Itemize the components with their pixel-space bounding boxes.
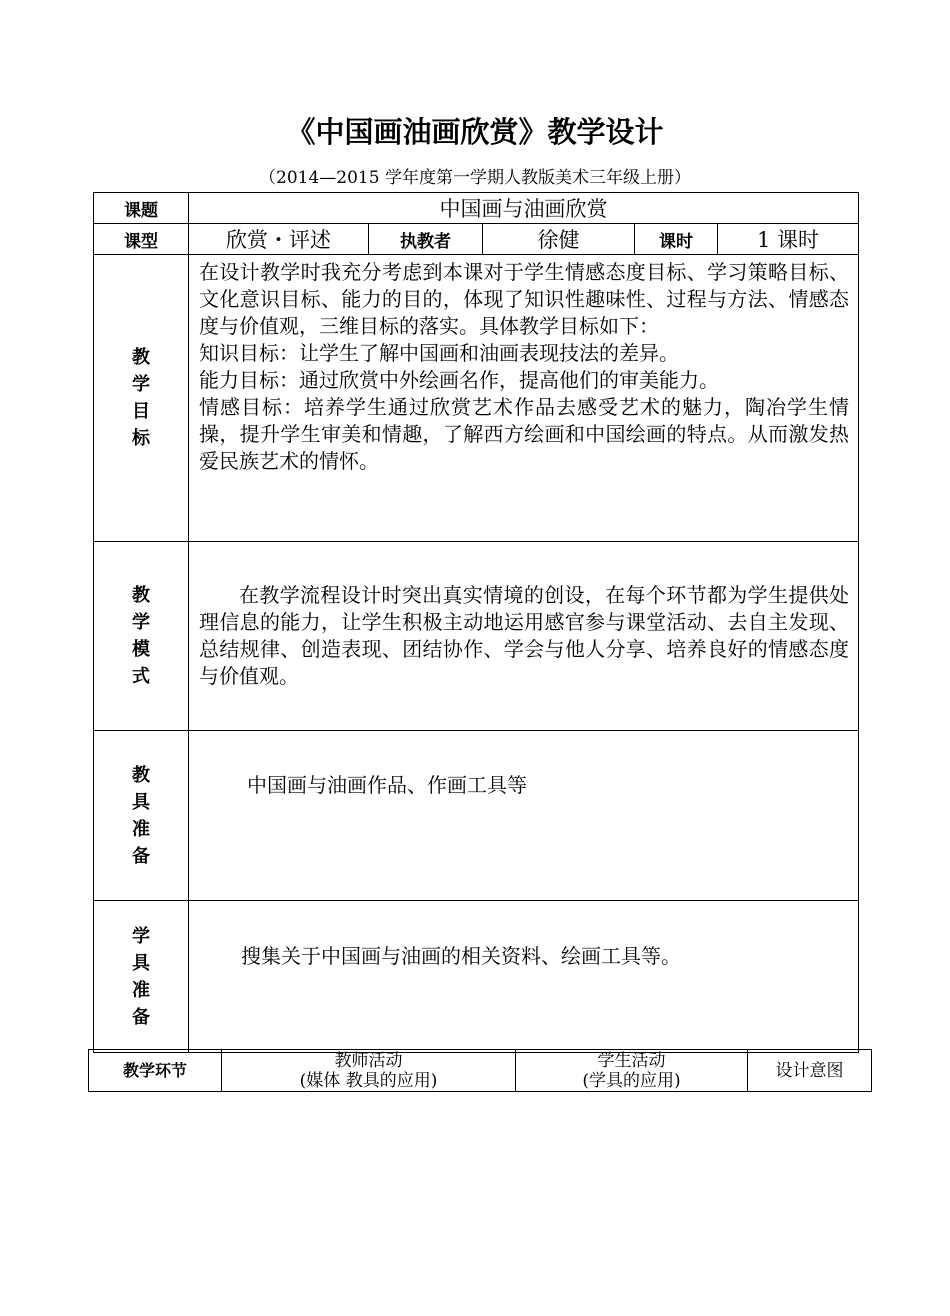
lesson-info-table	[93, 192, 859, 1053]
section-label-learning-aids: 学 具 准 备	[94, 901, 189, 1053]
topic-label: 课题	[94, 193, 189, 224]
objectives-intro: 在设计教学时我充分考虑到本课对于学生情感态度目标、学习策略目标、文化意识目标、能力的目的，体现了知识性趣味性、过程与方法、情感态度与价值观，三维目标的落实。具体教学目标如下：	[199, 260, 850, 338]
teaching-aids-content: 中国画与油画作品、作画工具等	[189, 731, 859, 901]
period-value: 1 课时	[718, 224, 859, 255]
student-activity-header: 学生活动 (学具的应用)	[516, 1050, 748, 1092]
teaching-mode-content: 在教学流程设计时突出真实情境的创设，在每个环节都为学生提供处理信息的能力，让学生积极主动地运用感官参与课堂活动、去自主发现、总结规律、创造表现、团结协作、学会与他人分享、培养良好的情感态度与价值观。	[189, 542, 859, 731]
type-label: 课型	[94, 224, 189, 255]
process-header-row	[89, 1050, 872, 1092]
type-row	[94, 224, 859, 255]
teacher-activity-header: 教师活动 (媒体 教具的应用)	[222, 1050, 516, 1092]
teacher-value: 徐健	[483, 224, 635, 255]
objectives-content	[189, 255, 859, 542]
process-header-table	[88, 1049, 872, 1092]
section-label-objectives: 教 学 目 标	[94, 255, 189, 542]
learning-aids-content: 搜集关于中国画与油画的相关资料、绘画工具等。	[189, 901, 859, 1053]
section-teaching-aids	[94, 731, 859, 901]
period-label: 课时	[635, 224, 718, 255]
emotion-objective: 情感目标：培养学生通过欣赏艺术作品去感受艺术的魅力，陶冶学生情操，提升学生审美和情趣，了解西方绘画和中国绘画的特点。从而激发热爱民族艺术的情怀。	[199, 395, 850, 473]
page-title: 《中国画油画欣赏》教学设计	[286, 115, 664, 149]
design-intent-header: 设计意图	[748, 1050, 872, 1092]
teacher-label: 执教者	[369, 224, 483, 255]
knowledge-objective: 知识目标：让学生了解中国画和油画表现技法的差异。	[199, 341, 679, 365]
ability-objective: 能力目标：通过欣赏中外绘画名作，提高他们的审美能力。	[199, 368, 719, 392]
stage-header: 教学环节	[89, 1050, 222, 1092]
section-objectives	[94, 255, 859, 542]
section-label-teaching-mode: 教 学 模 式	[94, 542, 189, 731]
section-label-teaching-aids: 教 具 准 备	[94, 731, 189, 901]
section-teaching-mode	[94, 542, 859, 731]
page-subtitle: （2014—2015 学年度第一学期人教版美术三年级上册）	[259, 168, 691, 188]
topic-row	[94, 193, 859, 224]
type-value: 欣赏・评述	[189, 224, 369, 255]
topic-value: 中国画与油画欣赏	[189, 193, 859, 224]
section-learning-aids	[94, 901, 859, 1053]
